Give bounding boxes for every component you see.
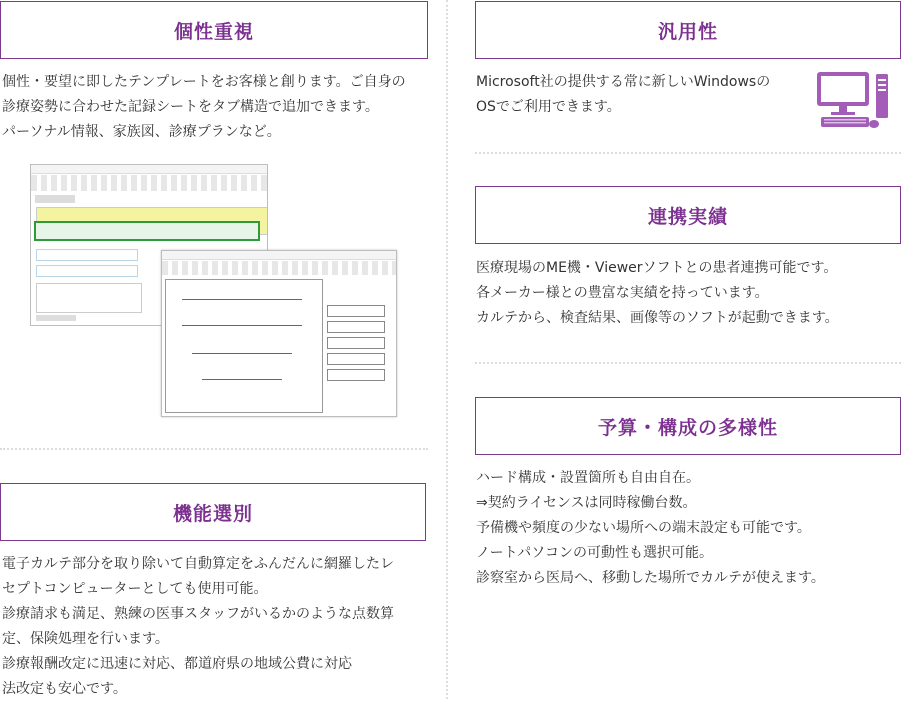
- desktop-computer-icon: [815, 70, 891, 130]
- right-horizontal-divider-1: [475, 152, 901, 154]
- body-line: 定、保険処理を行います。: [2, 631, 169, 647]
- body-line: 診療姿勢に合わせた記録シートをタブ構造で追加できます。: [2, 99, 379, 115]
- body-line: 各メーカー様との豊富な実績を持っています。: [476, 285, 769, 301]
- software-screenshot: [30, 164, 400, 416]
- body-line: Microsoft社の提供する常に新しいWindowsの: [476, 74, 771, 90]
- section-title-function-selection: 機能選別: [0, 483, 426, 541]
- body-line: 診療請求も満足、熟練の医事スタッフがいるかのような点数算: [2, 606, 394, 622]
- body-line: ノートパソコンの可動性も選択可能。: [476, 545, 714, 561]
- section-body-versatility: [476, 70, 770, 120]
- body-line: セプトコンピューターとしても使用可能。: [2, 581, 268, 597]
- section-title-versatility: 汎用性: [475, 1, 901, 59]
- left-horizontal-divider: [0, 448, 428, 450]
- body-line: 電子カルテ部分を取り除いて自動算定をふんだんに網羅したレ: [2, 556, 394, 572]
- section-title-integration: 連携実績: [475, 186, 901, 244]
- right-horizontal-divider-2: [475, 362, 901, 364]
- vertical-divider: [446, 0, 448, 699]
- body-line: 個性・要望に即したテンプレートをお客様と創ります。ご自身の: [2, 74, 406, 90]
- body-line: 診察室から医局へ、移動した場所でカルテが使えます。: [476, 570, 825, 586]
- body-line: 診療報酬改定に迅速に対応、都道府県の地域公費に対応: [2, 656, 352, 672]
- family-tree-window-screenshot: [161, 250, 397, 417]
- section-body-budget: [476, 466, 825, 591]
- body-line: 法改定も安心です。: [2, 681, 127, 697]
- body-line: OSでご利用できます。: [476, 99, 621, 115]
- body-line: 医療現場のME機・Viewerソフトとの患者連携可能です。: [476, 260, 838, 276]
- section-body-function-selection: [2, 552, 394, 702]
- body-line: ⇒契約ライセンスは同時稼働台数。: [476, 495, 697, 511]
- section-body-integration: [476, 256, 839, 331]
- section-title-personalization: 個性重視: [0, 1, 428, 59]
- body-line: 予備機や頻度の少ない場所への端末設定も可能です。: [476, 520, 811, 536]
- body-line: パーソナル情報、家族図、診療プランなど。: [2, 124, 281, 140]
- section-title-budget: 予算・構成の多様性: [475, 397, 901, 455]
- body-line: ハード構成・設置箇所も自由自在。: [476, 470, 700, 486]
- section-body-personalization: [2, 70, 406, 145]
- body-line: カルテから、検査結果、画像等のソフトが起動できます。: [476, 310, 839, 326]
